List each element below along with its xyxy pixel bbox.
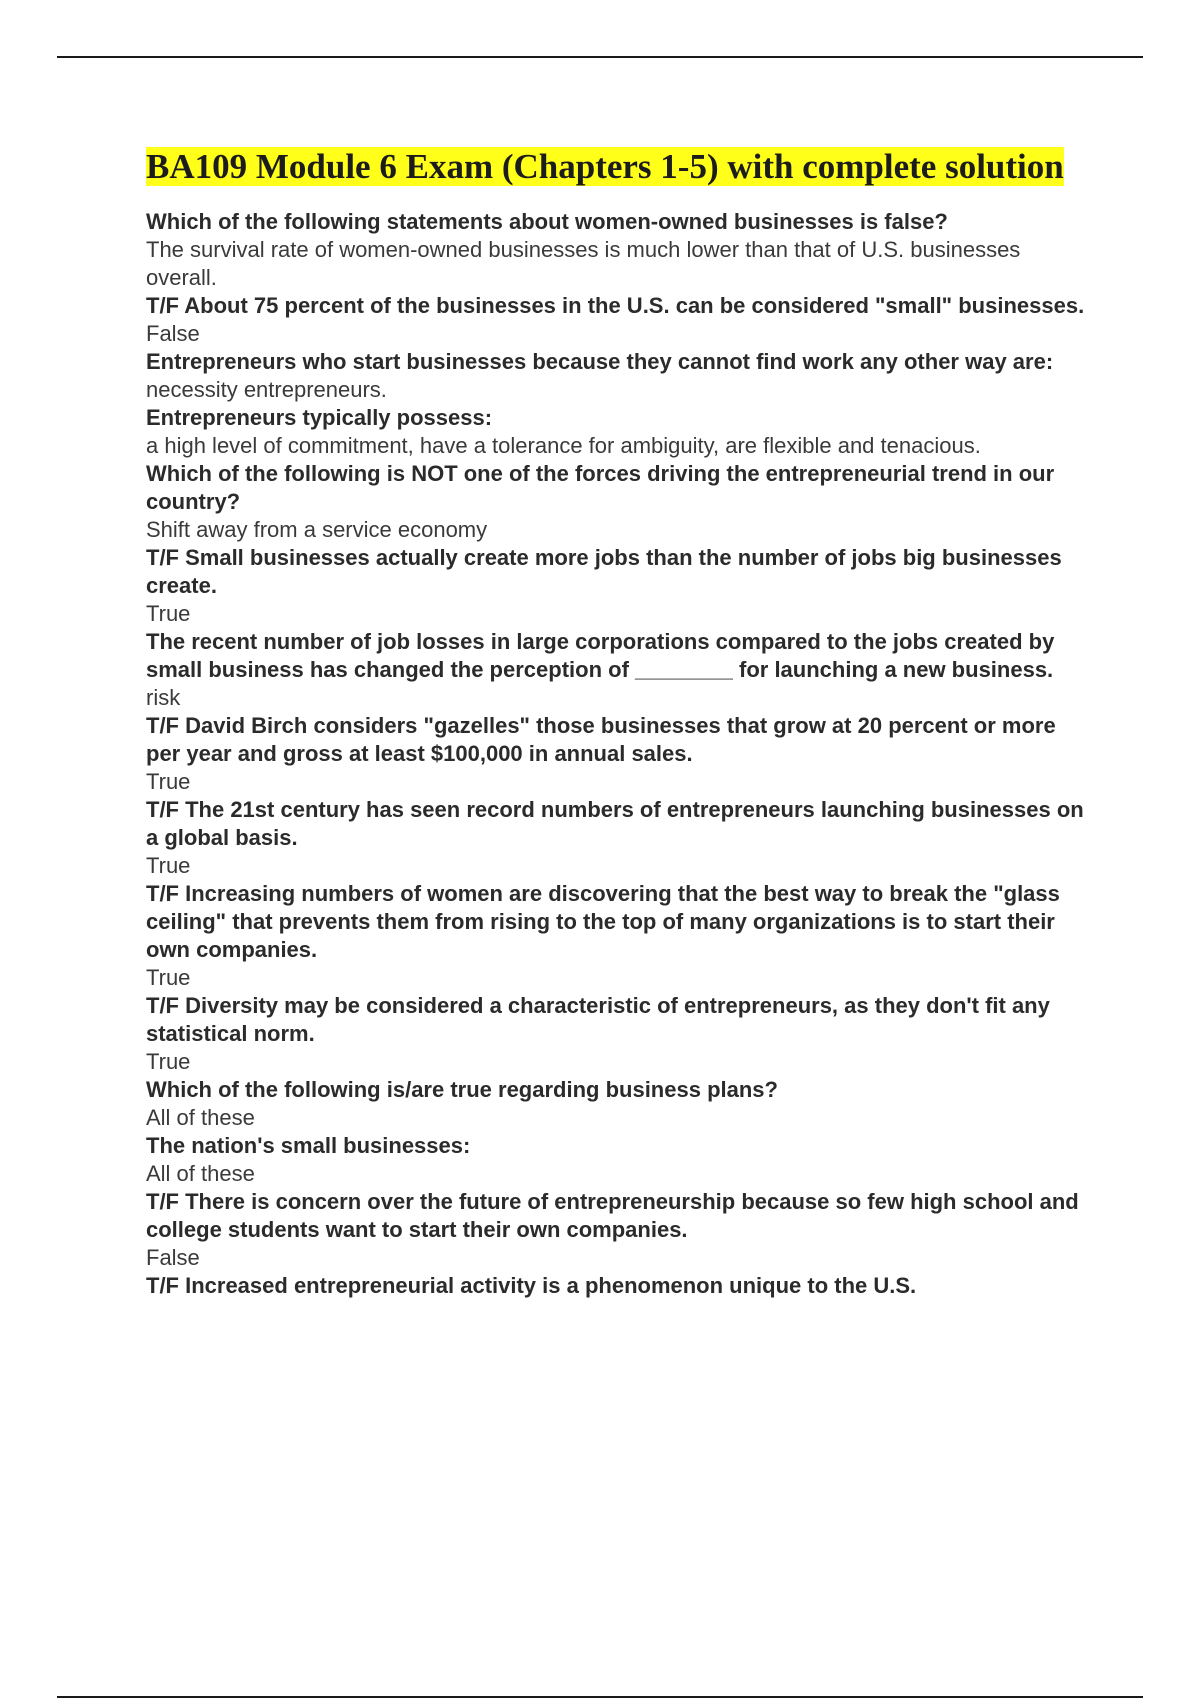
answer-12: All of these xyxy=(146,1105,255,1130)
question-13: The nation's small businesses: xyxy=(146,1133,471,1158)
answer-11: True xyxy=(146,1049,191,1074)
answer-4: a high level of commitment, have a tolerance for ambiguity, are flexible and tenacious. xyxy=(146,433,981,458)
answer-5: Shift away from a service economy xyxy=(146,517,488,542)
question-14: T/F There is concern over the future of entrepreneurship because so few high school and college students want to start their own companies. xyxy=(146,1189,1079,1242)
answer-9: True xyxy=(146,853,191,878)
bottom-rule xyxy=(57,1696,1143,1698)
answer-8: True xyxy=(146,769,191,794)
answer-6: True xyxy=(146,601,191,626)
document-body xyxy=(146,146,1096,1300)
question-7: The recent number of job losses in large corporations compared to the jobs created by small business has changed the perception of ________ for launching a new business. xyxy=(146,629,1055,682)
top-rule xyxy=(57,56,1143,58)
question-4: Entrepreneurs typically possess: xyxy=(146,405,493,430)
answer-14: False xyxy=(146,1245,200,1270)
answer-13: All of these xyxy=(146,1161,255,1186)
question-6: T/F Small businesses actually create more jobs than the number of jobs big businesses create. xyxy=(146,545,1062,598)
answer-2: False xyxy=(146,321,200,346)
question-1: Which of the following statements about women-owned businesses is false? xyxy=(146,209,948,234)
answer-3: necessity entrepreneurs. xyxy=(146,377,387,402)
question-2: T/F About 75 percent of the businesses in the U.S. can be considered "small" businesses. xyxy=(146,293,1085,318)
question-3: Entrepreneurs who start businesses because they cannot find work any other way are: xyxy=(146,349,1054,374)
question-10: T/F Increasing numbers of women are discovering that the best way to break the "glass ceiling" that prevents them from rising to the top of many organizations is to start their own companies. xyxy=(146,881,1060,962)
question-9: T/F The 21st century has seen record numbers of entrepreneurs launching businesses on a global basis. xyxy=(146,797,1084,850)
document-title-text: BA109 Module 6 Exam (Chapters 1-5) with complete solution xyxy=(146,147,1064,186)
document-title xyxy=(146,146,1096,188)
answer-7: risk xyxy=(146,685,181,710)
question-15: T/F Increased entrepreneurial activity is a phenomenon unique to the U.S. xyxy=(146,1273,917,1298)
answer-10: True xyxy=(146,965,191,990)
question-11: T/F Diversity may be considered a characteristic of entrepreneurs, as they don't fit any statistical norm. xyxy=(146,993,1050,1046)
question-8: T/F David Birch considers "gazelles" those businesses that grow at 20 percent or more per year and gross at least $100,000 in annual sales. xyxy=(146,713,1056,766)
answer-1: The survival rate of women-owned businesses is much lower than that of U.S. businesses overall. xyxy=(146,237,1021,290)
qa-list xyxy=(146,208,1096,1300)
question-12: Which of the following is/are true regarding business plans? xyxy=(146,1077,778,1102)
question-5: Which of the following is NOT one of the forces driving the entrepreneurial trend in our country? xyxy=(146,461,1055,514)
